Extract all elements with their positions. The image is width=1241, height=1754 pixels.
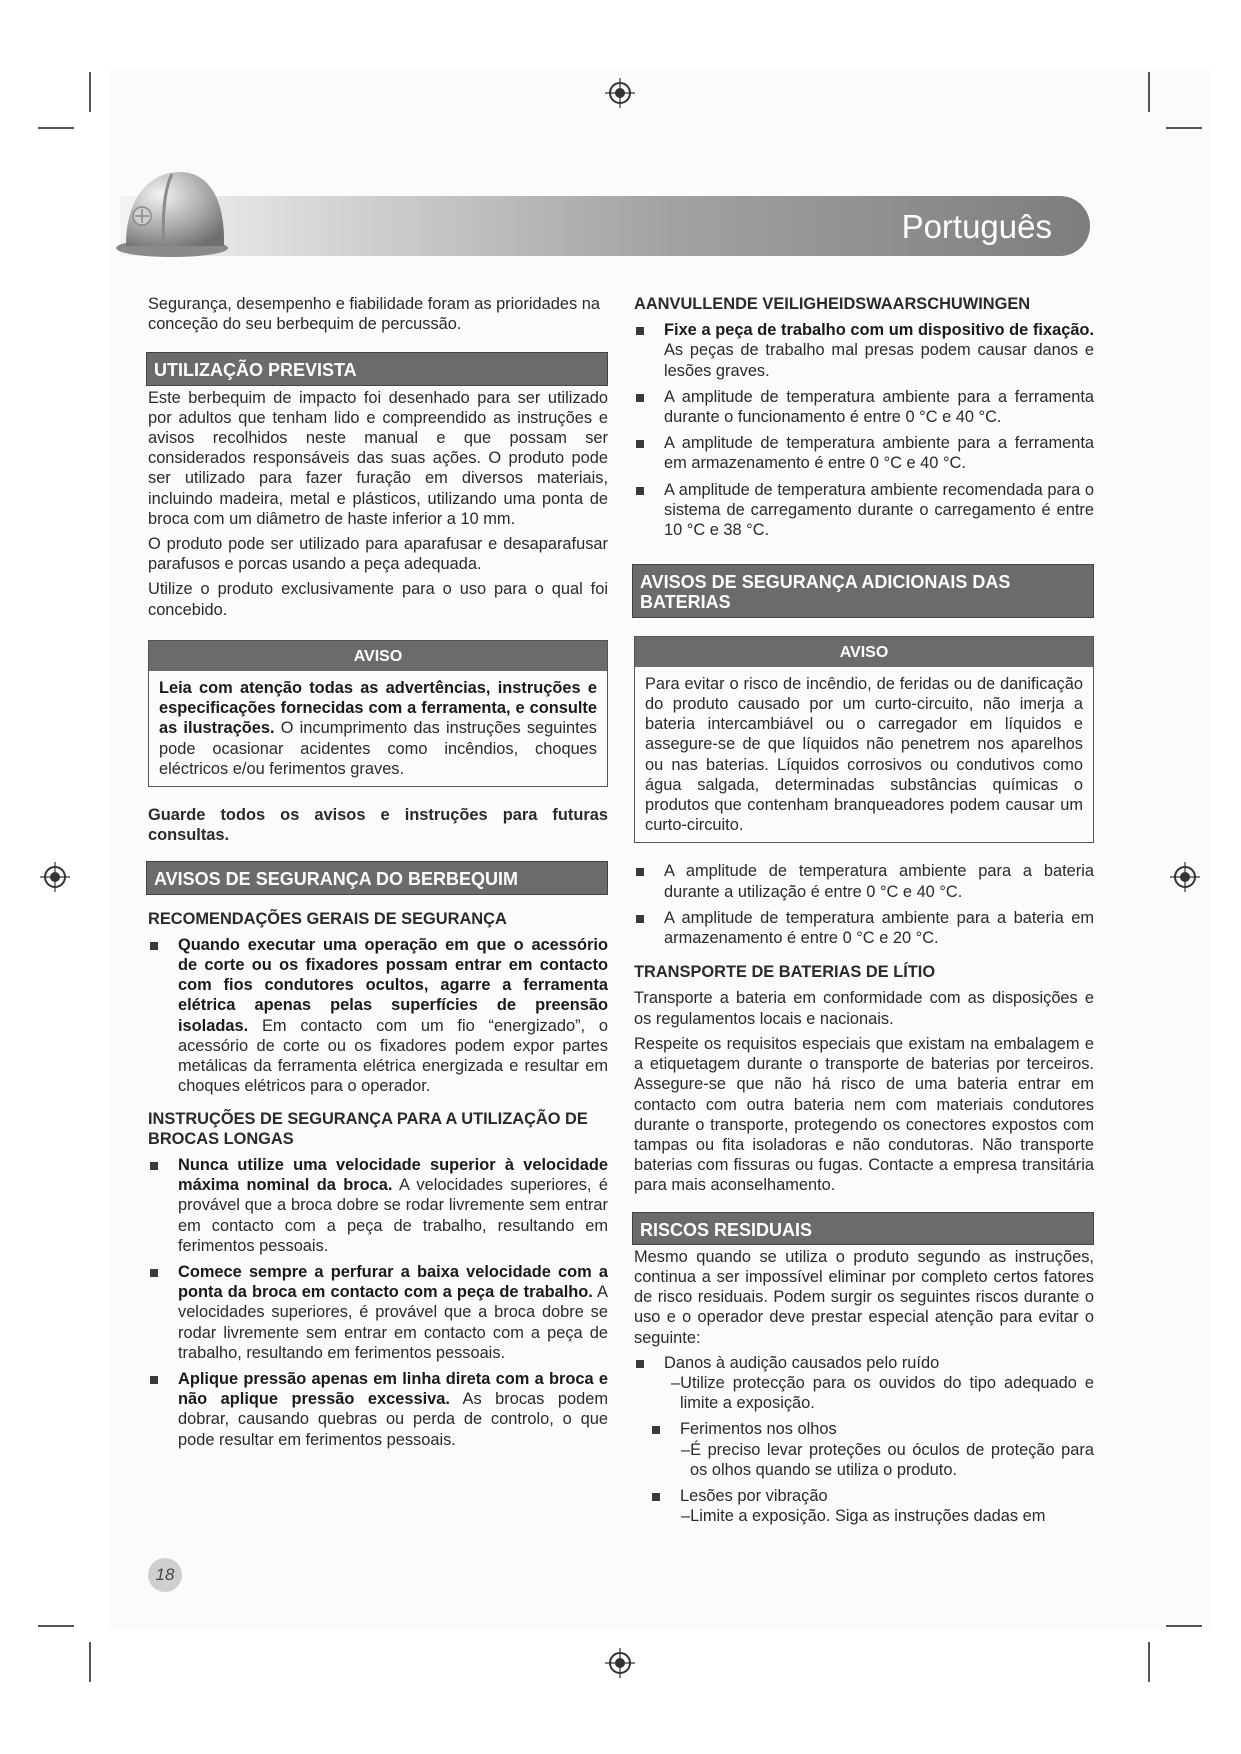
- sub-heading: TRANSPORTE DE BATERIAS DE LÍTIO: [634, 963, 936, 982]
- item-bold-text: Aplique pressão apenas em linha direta com a broca e não aplique pressão excessiva.: [178, 1369, 608, 1409]
- intended-use-paragraph: Este berbequim de impacto foi desenhado para ser utilizado por adultos que tenham lido e compreendido as instruções e avisos recolhidos neste manual e que possam ser considerados responsáveis das suas ações. O produto pode ser utilizado para fazer furação em diversos materiais, incluindo madeira, metal e plásticos, utilizando uma ponta de broca com um diâmetro de haste inferior a 10 mm.: [148, 388, 608, 528]
- item-subtext: –Utilize protecção para os ouvidos do tipo adequado e limite a exposição.: [671, 1373, 1094, 1413]
- list-item: [634, 387, 1094, 427]
- item-bold-text: Quando executar uma operação em que o acessório de corte ou os fixadores possam entrar em contacto com fios condutores ocultos, agarre a ferramenta elétrica apenas pelas superfícies de preensão isoladas.: [178, 935, 608, 1035]
- left-column: [148, 294, 608, 1458]
- right-column: [634, 294, 1094, 1534]
- list-item: [634, 1353, 1094, 1414]
- item-text: As brocas podem dobrar, causando quebras ou perda de controlo, o que pode resultar em ferimentos pessoais.: [178, 1390, 608, 1449]
- list-item: [148, 1155, 608, 1256]
- item-subtext: –É preciso levar proteções ou óculos de proteção para os olhos quando se utiliza o produto.: [681, 1440, 1094, 1479]
- item-text: A amplitude de temperatura ambiente para a bateria durante a utilização é entre 0 °C e 40 °C.: [664, 862, 1094, 901]
- item-text: A amplitude de temperatura ambiente para a bateria em armazenamento é entre 0 °C e 20 °C.: [664, 908, 1094, 948]
- crop-mark: [89, 72, 91, 112]
- crop-mark: [1166, 127, 1202, 129]
- list-item: [634, 908, 1094, 948]
- crop-mark: [1148, 72, 1150, 112]
- transport-paragraph: Transporte a bateria em conformidade com as disposições e os regulamentos locais e nacionais.: [634, 989, 1094, 1028]
- item-text: Ferimentos nos olhos: [680, 1420, 837, 1439]
- warning-text: O incumprimento das instruções seguintes pode ocasionar acidentes como incêndios, choques eléctricos e/ou ferimentos graves.: [159, 719, 597, 778]
- section-heading: AVISOS DE SEGURANÇA DO BERBEQUIM: [146, 861, 608, 894]
- sub-heading: AANVULLENDE VEILIGHEIDSWAARSCHUWINGEN: [634, 295, 1031, 313]
- warning-bold-text: Leia com atenção todas as advertências, instruções e especificações fornecidas com a ferramenta, e consulte as ilustrações.: [159, 679, 597, 738]
- item-bold-text: Comece sempre a perfurar a baixa velocidade com a ponta da broca em contacto com a peça de trabalho.: [178, 1262, 608, 1302]
- list-item: [634, 480, 1094, 541]
- language-header-band: [120, 196, 1090, 256]
- item-text: Danos à audição causados pelo ruído: [664, 1353, 940, 1372]
- intro-text: Segurança, desempenho e fiabilidade foram as prioridades na conceção do seu berbequim de percussão.: [148, 295, 600, 334]
- registration-mark-icon: [605, 78, 635, 108]
- crop-mark: [89, 1642, 91, 1682]
- item-text: A velocidades superiores, é provável que a broca dobre se rodar livremente sem entrar em contacto com a peça de trabalho, resultando em ferimentos pessoais.: [178, 1283, 608, 1362]
- residual-risks-list: [634, 1353, 1094, 1527]
- list-item: [634, 320, 1094, 381]
- crop-mark: [38, 1625, 74, 1627]
- intended-use-paragraph: O produto pode ser utilizado para aparafusar e desaparafusar parafusos e porcas usando a peça adequada.: [148, 535, 608, 574]
- warning-box: [148, 640, 608, 787]
- sub-heading: RECOMENDAÇÕES GERAIS DE SEGURANÇA: [148, 909, 507, 928]
- item-subtext: –Limite a exposição. Siga as instruções dadas em: [681, 1507, 1046, 1526]
- item-text: A amplitude de temperatura ambiente para a ferramenta durante o funcionamento é entre 0 °C e 40 °C.: [664, 387, 1094, 427]
- page-number: 18: [148, 1558, 182, 1592]
- list-item: [650, 1486, 1094, 1526]
- crop-mark: [1148, 1642, 1150, 1682]
- residual-risks-paragraph: Mesmo quando se utiliza o produto segundo as instruções, continua a ser impossível eliminar por completo certos fatores de risco residuais. Podem surgir os seguintes riscos durante o uso e o operador deve prestar especial atenção para evitar o seguinte:: [634, 1247, 1094, 1347]
- battery-temperature-list: [634, 861, 1094, 948]
- list-item: [148, 935, 608, 1097]
- registration-mark-icon: [40, 862, 70, 892]
- additional-warnings-list: [634, 320, 1094, 540]
- general-safety-list: [148, 935, 608, 1097]
- registration-mark-icon: [605, 1648, 635, 1678]
- list-item: [650, 1419, 1094, 1480]
- list-item: [148, 1369, 608, 1450]
- list-item: [148, 1262, 608, 1363]
- item-text: A amplitude de temperatura ambiente para a ferramenta em armazenamento é entre 0 °C e 40 °C.: [664, 434, 1094, 473]
- crop-mark: [1166, 1625, 1202, 1627]
- item-bold-text: Nunca utilize uma velocidade superior à velocidade máxima nominal da broca.: [178, 1155, 608, 1195]
- warning-title: AVISO: [635, 637, 1093, 667]
- safety-helmet-icon: [112, 160, 232, 260]
- long-bits-list: [148, 1155, 608, 1450]
- item-text: Em contacto com um fio “energizado”, o acessório de corte ou os fixadores podem expor partes metálicas da ferramenta elétrica energizada e resultar em choques elétricos para o operador.: [178, 1016, 608, 1096]
- crop-mark: [38, 127, 74, 129]
- list-item: [634, 433, 1094, 473]
- item-text: A velocidades superiores, é provável que a broca dobre se rodar livremente sem entrar em contacto com a peça de trabalho, resultando em ferimentos pessoais.: [178, 1176, 608, 1255]
- item-bold-text: Fixe a peça de trabalho com um dispositivo de fixação.: [664, 321, 1094, 340]
- list-item: [634, 861, 1094, 901]
- warning-body: Para evitar o risco de incêndio, de feridas ou de danificação do produto causado por um curto-circuito, não imerja a bateria intercambiável ou o carregador em líquidos e assegure-se de que líquidos não penetrem nos aparelhos ou nas baterias. Líquidos corrosivos ou condutivos como água salgada, determinadas substâncias químicas o produtos que contenham branqueadores podem causar um curto-circuito.: [645, 674, 1083, 835]
- section-heading: AVISOS DE SEGURANÇA ADICIONAIS DAS BATERIAS: [632, 564, 1094, 617]
- warning-body: [149, 671, 607, 786]
- language-title: Português: [901, 208, 1052, 245]
- section-heading: UTILIZAÇÃO PREVISTA: [146, 352, 608, 385]
- section-heading: RISCOS RESIDUAIS: [632, 1212, 1094, 1245]
- intended-use-paragraph: Utilize o produto exclusivamente para o uso para o qual foi concebido.: [148, 580, 608, 619]
- sub-heading: INSTRUÇÕES DE SEGURANÇA PARA A UTILIZAÇÃO DE BROCAS LONGAS: [148, 1109, 588, 1148]
- transport-paragraph: Respeite os requisitos especiais que existam na embalagem e a etiquetagem durante o transporte de baterias por terceiros. Assegure-se que não há risco de uma bateria entrar em contacto com outra bateria nem com materiais condutores durante o transporte, protegendo os conectores expostos com tampas ou fita isoladoras e não condutoras. Não transporte baterias com fissuras ou fugas. Contacte a empresa transitária para mais aconselhamento.: [634, 1034, 1094, 1195]
- item-text: Lesões por vibração: [680, 1486, 828, 1505]
- item-text: As peças de trabalho mal presas podem causar danos e lesões graves.: [664, 341, 1094, 380]
- registration-mark-icon: [1170, 862, 1200, 892]
- item-text: A amplitude de temperatura ambiente recomendada para o sistema de carregamento durante o carregamento é entre 10 °C e 38 °C.: [664, 480, 1094, 540]
- keep-instructions-notice: Guarde todos os avisos e instruções para futuras consultas.: [148, 806, 608, 845]
- battery-warning-box: [634, 636, 1094, 844]
- warning-title: AVISO: [149, 641, 607, 671]
